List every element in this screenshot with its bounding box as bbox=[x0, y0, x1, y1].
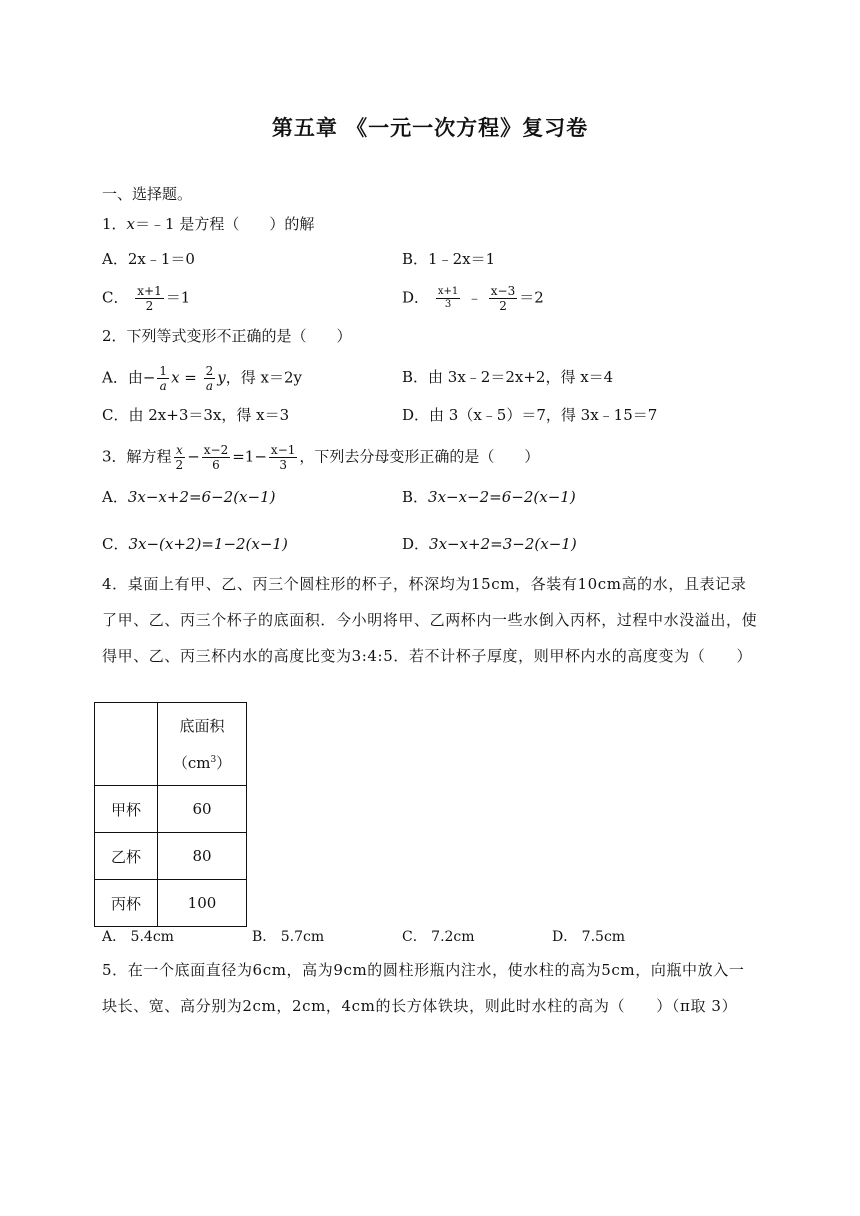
table-cell: 60 bbox=[158, 786, 247, 833]
q3-option-c[interactable]: C．3x−(x+2)=1−2(x−1) bbox=[102, 535, 288, 553]
table-row bbox=[95, 880, 247, 927]
table-row bbox=[95, 786, 247, 833]
fraction: $\frac{x-2}{6}$ bbox=[203, 443, 229, 472]
table-header-cell: 底面积 $(cm^3)$ bbox=[158, 703, 247, 786]
table-row bbox=[95, 833, 247, 880]
fraction: $\frac{x+1}{3}$ bbox=[437, 286, 459, 310]
q4-stem: 4．桌面上有甲、乙、丙三个圆柱形的杯子，杯深均为15cm，各装有10cm高的水，且表记录了甲、乙、丙三个杯子的底面积．今小明将甲、乙两杯内一些水倒入丙杯，过程中水没溢出，使得甲、乙、丙三杯内水的高度比变为3:4:5．若不计杯子厚度，则甲杯内水的高度变为（ ） bbox=[102, 575, 758, 665]
q1-option-d[interactable]: D． $\frac{x+1}{3}$ ﹣ $\frac{x-3}{2}$ ＝2 bbox=[402, 284, 544, 313]
q4-option-c[interactable]: C． 7.2cm bbox=[402, 929, 475, 945]
q3-option-a[interactable]: A．3x−x+2=6−2(x−1) bbox=[102, 488, 276, 506]
fraction: $\frac{x-3}{2}$ bbox=[490, 284, 516, 313]
q3-option-b[interactable]: B．3x−x−2=6−2(x−1) bbox=[402, 488, 576, 506]
base-area-table bbox=[94, 702, 247, 927]
q2-option-a[interactable]: A．由− $\frac{1}{a}$ x = $\frac{2}{a}$ y，得 x＝2y bbox=[102, 364, 303, 393]
q4-option-b[interactable]: B． 5.7cm bbox=[252, 929, 325, 945]
table-cell: 100 bbox=[158, 880, 247, 927]
q1-stem: 1．x＝﹣1 是方程（ ）的解 bbox=[102, 215, 315, 233]
fraction: $\frac{2}{a}$ bbox=[205, 364, 214, 393]
q4-option-d[interactable]: D． 7.5cm bbox=[552, 929, 626, 945]
table-cell: 乙杯 bbox=[95, 833, 158, 880]
table-cell: 80 bbox=[158, 833, 247, 880]
table-cell bbox=[95, 703, 158, 786]
q4-option-a[interactable]: A． 5.4cm bbox=[102, 929, 174, 945]
fraction: $\frac{x+1}{2}$ bbox=[137, 284, 162, 313]
section-heading: 一、选择题。 bbox=[102, 185, 193, 203]
q2-option-c[interactable]: C．由 2x+3＝3x，得 x＝3 bbox=[102, 406, 290, 424]
q3-option-d[interactable]: D．3x−x+2=3−2(x−1) bbox=[402, 535, 577, 553]
q1-option-b[interactable]: B．1﹣2x＝1 bbox=[402, 250, 496, 268]
table-row bbox=[95, 703, 247, 786]
table-cell: 甲杯 bbox=[95, 786, 158, 833]
q3-stem: 3．解方程 $\frac{x}{2}$ − $\frac{x-2}{6}$ =1− $\frac{x-1}{3}$ ，下列去分母变形正确的是（ ） bbox=[102, 443, 540, 472]
page-title: 第五章 《一元一次方程》复习卷 bbox=[271, 116, 589, 140]
fraction: $\frac{x}{2}$ bbox=[175, 443, 184, 472]
q5-stem: 5．在一个底面直径为6cm，高为9cm的圆柱形瓶内注水，使水柱的高为5cm，向瓶中放入一块长、宽、高分别为2cm，2cm，4cm的长方体铁块，则此时水柱的高为（ ）（π取 3） bbox=[102, 961, 745, 1015]
table-cell: 丙杯 bbox=[95, 880, 158, 927]
fraction: $\frac{x-1}{3}$ bbox=[270, 443, 296, 472]
q2-option-b[interactable]: B．由 3x﹣2＝2x+2，得 x＝4 bbox=[402, 368, 614, 386]
q2-option-d[interactable]: D．由 3（x﹣5）＝7，得 3x﹣15＝7 bbox=[402, 406, 658, 424]
fraction: $\frac{1}{a}$ bbox=[159, 364, 168, 393]
q2-stem: 2．下列等式变形不正确的是（ ） bbox=[102, 327, 352, 345]
q1-option-a[interactable]: A．2x﹣1＝0 bbox=[102, 250, 195, 268]
q1-option-c[interactable]: C． $\frac{x+1}{2}$ ＝1 bbox=[102, 284, 191, 313]
